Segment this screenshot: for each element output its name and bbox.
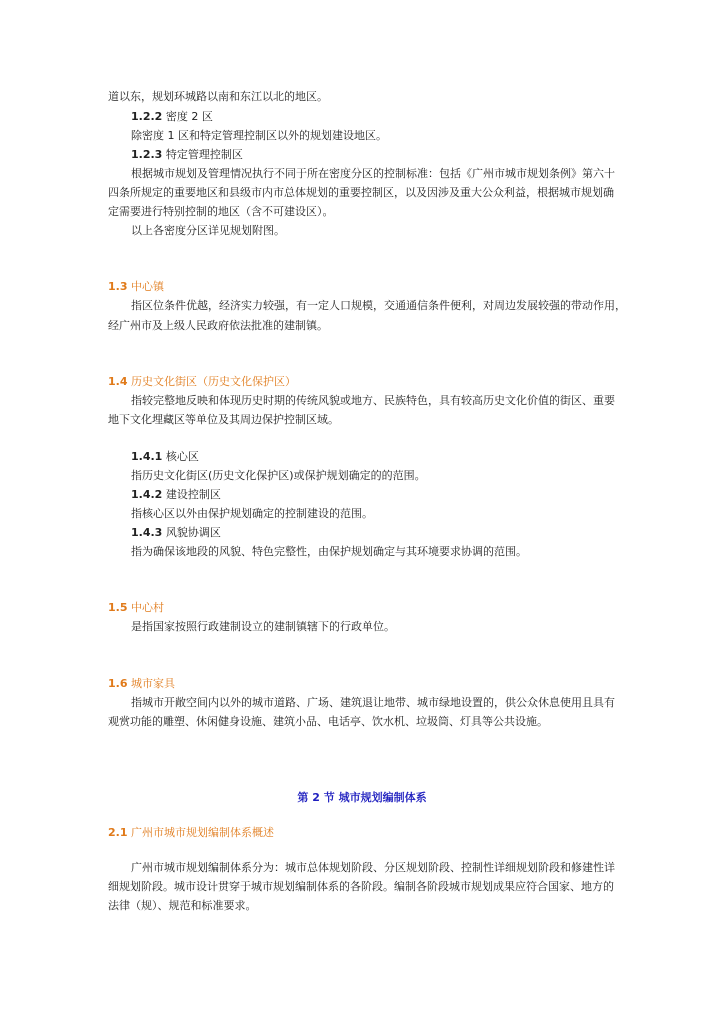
paragraph-line: 指历史文化街区(历史文化保护区)或保护规划确定的的范围。 (131, 469, 426, 482)
heading-title: 城市家具 (131, 677, 175, 690)
subheading-title: 核心区 (165, 450, 199, 463)
subheading-number: 1.2.3 (131, 148, 163, 161)
paragraph-line: 经广州市及上级人民政府依法批准的建制镇。 (108, 319, 328, 332)
subheading-title: 密度 2 区 (165, 110, 213, 123)
heading-number: 1.5 (108, 601, 128, 614)
subheading-number: 1.4.2 (131, 488, 163, 501)
heading-number: 1.6 (108, 677, 128, 690)
subheading-title: 风貌协调区 (165, 526, 221, 539)
heading-2-1 (108, 826, 274, 840)
paragraph-line: 指为确保该地段的风貌、特色完整性，由保护规划确定与其环境要求协调的范围。 (131, 545, 527, 558)
subheading-number: 1.4.1 (131, 450, 163, 463)
subheading-1-2-3 (131, 148, 243, 162)
paragraph-line: 指较完整地反映和体现历史时期的传统风貌或地方、民族特色，具有较高历史文化价值的街区、重要 (131, 394, 615, 407)
heading-title: 中心村 (131, 601, 164, 614)
paragraph-line: 地下文化埋藏区等单位及其周边保护控制区域。 (108, 413, 339, 426)
heading-1-5 (108, 601, 164, 615)
subheading-number: 1.4.3 (131, 526, 163, 539)
subheading-title: 建设控制区 (165, 488, 221, 501)
heading-title: 中心镇 (131, 280, 164, 293)
heading-1-6 (108, 677, 175, 691)
section-title: 第 2 节 城市规划编制体系 (297, 791, 427, 804)
paragraph-line: 是指国家按照行政建制设立的建制镇辖下的行政单位。 (131, 620, 395, 633)
heading-number: 1.4 (108, 375, 128, 388)
subheading-1-4-2 (131, 488, 221, 502)
paragraph-line: 指区位条件优越，经济实力较强，有一定人口规模，交通通信条件便利，对周边发展较强的带动作用， (131, 299, 626, 312)
heading-number: 2.1 (108, 826, 128, 839)
paragraph-line: 除密度 1 区和特定管理控制区以外的规划建设地区。 (131, 129, 387, 142)
paragraph-line: 四条所规定的重要地区和县级市内市总体规划的重要控制区，以及因涉及重大公众利益，根据城市规划确 (108, 186, 614, 199)
paragraph-line: 道以东，规划环城路以南和东江以北的地区。 (108, 90, 328, 103)
heading-title: 历史文化街区（历史文化保护区） (131, 375, 296, 388)
heading-1-3 (108, 280, 164, 294)
paragraph-line: 根据城市规划及管理情况执行不同于所在密度分区的控制标准：包括《广州市城市规划条例》第六十 (131, 167, 615, 180)
subheading-1-2-2 (131, 110, 213, 124)
paragraph-line: 广州市城市规划编制体系分为：城市总体规划阶段、分区规划阶段、控制性详细规划阶段和修建性详 (131, 861, 615, 874)
paragraph-line: 法律（规）、规范和标准要求。 (108, 899, 257, 912)
paragraph-line: 指城市开敞空间内以外的城市道路、广场、建筑退让地带、城市绿地设置的，供公众休息使用且具有 (131, 696, 615, 709)
heading-title: 广州市城市规划编制体系概述 (131, 826, 274, 839)
subheading-title: 特定管理控制区 (165, 148, 243, 161)
paragraph-line: 观赏功能的雕塑、休闲健身设施、建筑小品、电话亭、饮水机、垃圾筒、灯具等公共设施。 (108, 715, 548, 728)
heading-number: 1.3 (108, 280, 128, 293)
paragraph-line: 细规划阶段。城市设计贯穿于城市规划编制体系的各阶段。编制各阶段城市规划成果应符合国家、地方的 (108, 880, 614, 893)
heading-1-4 (108, 375, 296, 389)
paragraph-line: 以上各密度分区详见规划附图。 (131, 224, 285, 237)
subheading-number: 1.2.2 (131, 110, 163, 123)
subheading-1-4-1 (131, 450, 199, 464)
paragraph-line: 指核心区以外由保护规划确定的控制建设的范围。 (131, 507, 373, 520)
subheading-1-4-3 (131, 526, 221, 540)
paragraph-line: 定需要进行特别控制的地区（含不可建设区）。 (108, 205, 334, 218)
